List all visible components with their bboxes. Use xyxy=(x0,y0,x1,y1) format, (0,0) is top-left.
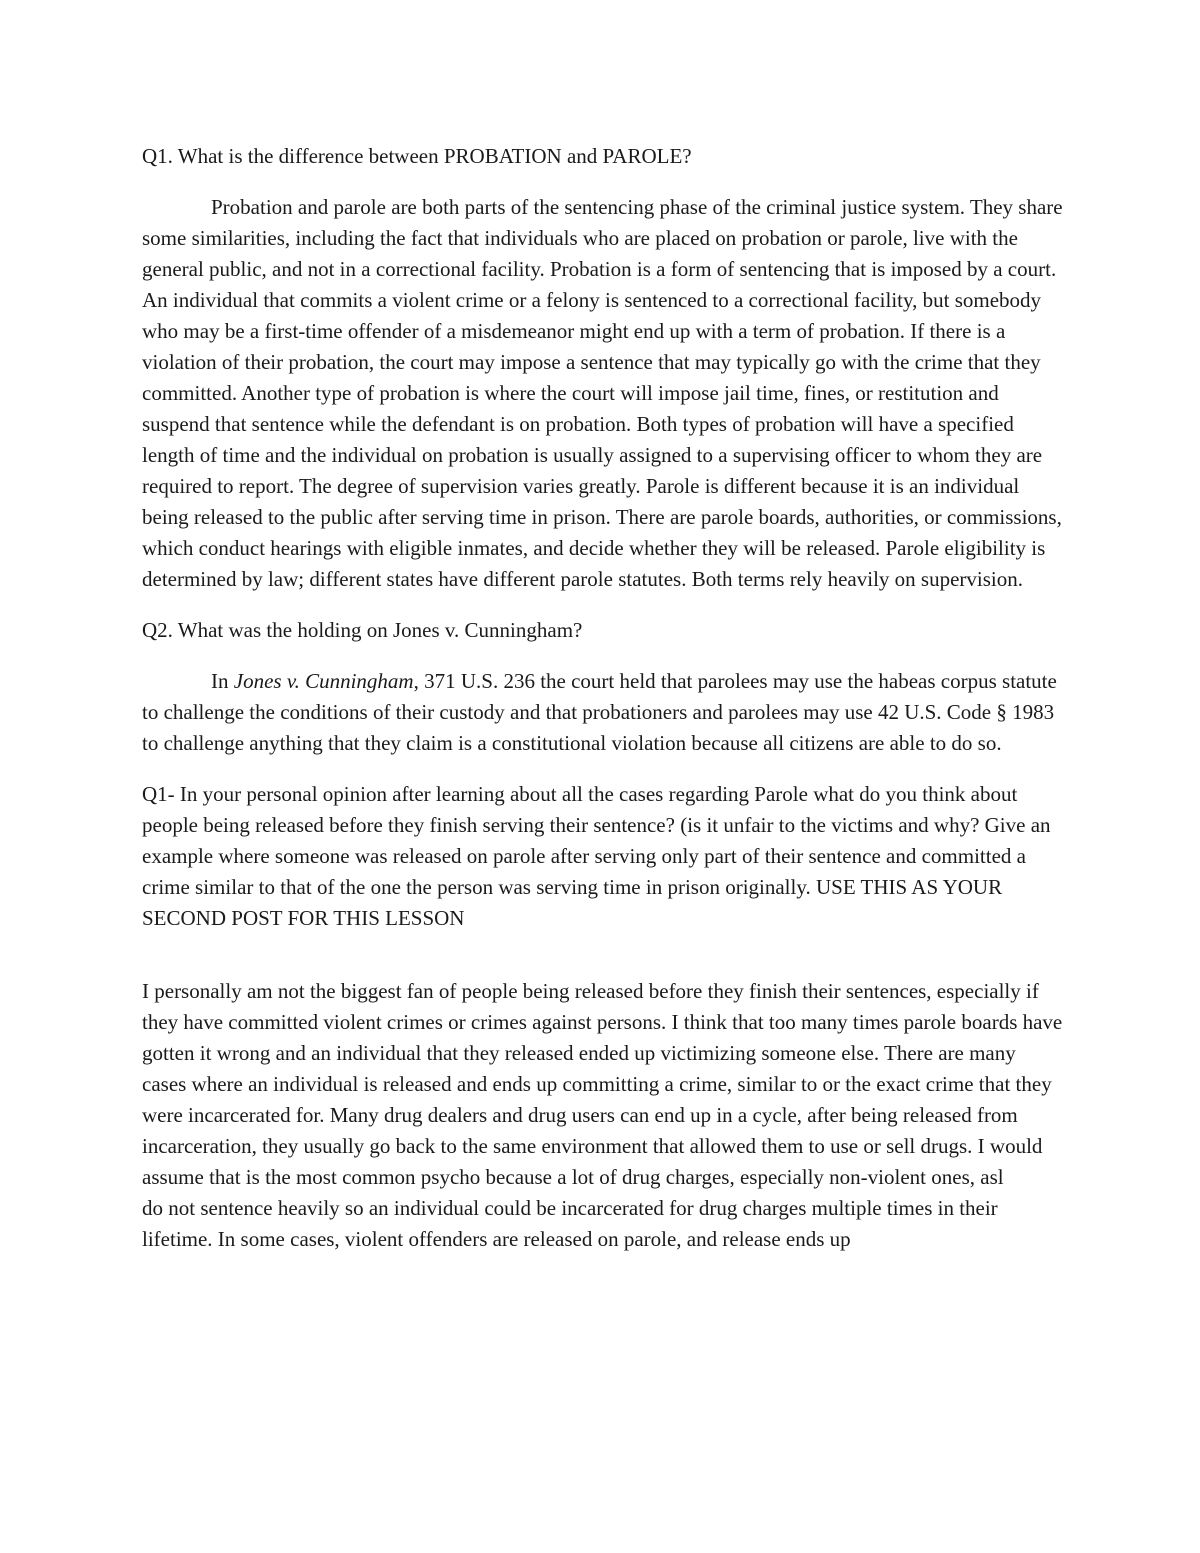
personal-response xyxy=(142,976,1064,1255)
case-name: Jones v. Cunningham xyxy=(233,669,414,693)
response-paragraph: I personally am not the biggest fan of people being released before they finish their sentences, especially if they have committed violent crimes or crimes against persons. I think that too many times parole boards have gotten it wrong and an individual that they released ended up victimizing someone else. There are many cases where an individual is released and ends up committing a crime, similar to or the exact crime that they were incarcerated for. Many drug dealers and drug users can end up in a cycle, after being released from incarceration, they usually go back to the same environment that allowed them to use or sell drugs. I would assume that is the most common psycho because a lot of drug charges, especially non-violent ones, asl xyxy=(142,979,1063,1189)
question-3-prompt: Q1- In your personal opinion after learning about all the cases regarding Parole what do you think about people being released before they finish serving their sentence? (is it unfair to the victims and why? Give an example where someone was released on parole after serving only part of their sentence and committed a crime similar to that of the one the person was serving time in prison originally. USE THIS AS YOUR SECOND POST FOR THIS LESSON xyxy=(142,782,1051,930)
answer-text: , 371 U.S. 236 the court held that parolees may use the habeas corpus statute to challenge the conditions of their custody and that probationers and parolees may use 42 U.S. Code § 1983 to challenge anything that they claim is a constitutional violation because all citizens are able to do so. xyxy=(142,669,1057,755)
answer-prefix: In xyxy=(211,669,234,693)
question-1-heading: Q1. What is the difference between PROBATION and PAROLE? xyxy=(142,144,692,168)
response-paragraph-continued: do not sentence heavily so an individual could be incarcerated for drug charges multiple times in their lifetime. In some cases, violent offenders are released on parole, and release ends up xyxy=(142,1196,998,1251)
question-1-answer: Probation and parole are both parts of the sentencing phase of the criminal justice system. They share some similarities, including the fact that individuals who are placed on probation or parole, live with the general public, and not in a correctional facility. Probation is a form of sentencing that is imposed by a court. An individual that commits a violent crime or a felony is sentenced to a correctional facility, but somebody who may be a first-time offender of a misdemeanor might end up with a term of probation. If there is a violation of their probation, the court may impose a sentence that may typically go with the crime that they committed. Another type of probation is where the court will impose jail time, fines, or restitution and suspend that sentence while the defendant is on probation. Both types of probation will have a specified length of time and the individual on probation is usually assigned to a supervising officer to whom they are required to report. The degree of supervision varies greatly. Parole is different because it is an individual being released to the public after serving time in prison. There are parole boards, authorities, or commissions, which conduct hearings with eligible inmates, and decide whether they will be released. Parole eligibility is determined by law; different states have different parole statutes. Both terms rely heavily on supervision. xyxy=(142,195,1063,591)
question-2-heading: Q2. What was the holding on Jones v. Cunningham? xyxy=(142,618,583,642)
document-body xyxy=(142,141,1064,1255)
question-2-answer xyxy=(142,666,1064,759)
